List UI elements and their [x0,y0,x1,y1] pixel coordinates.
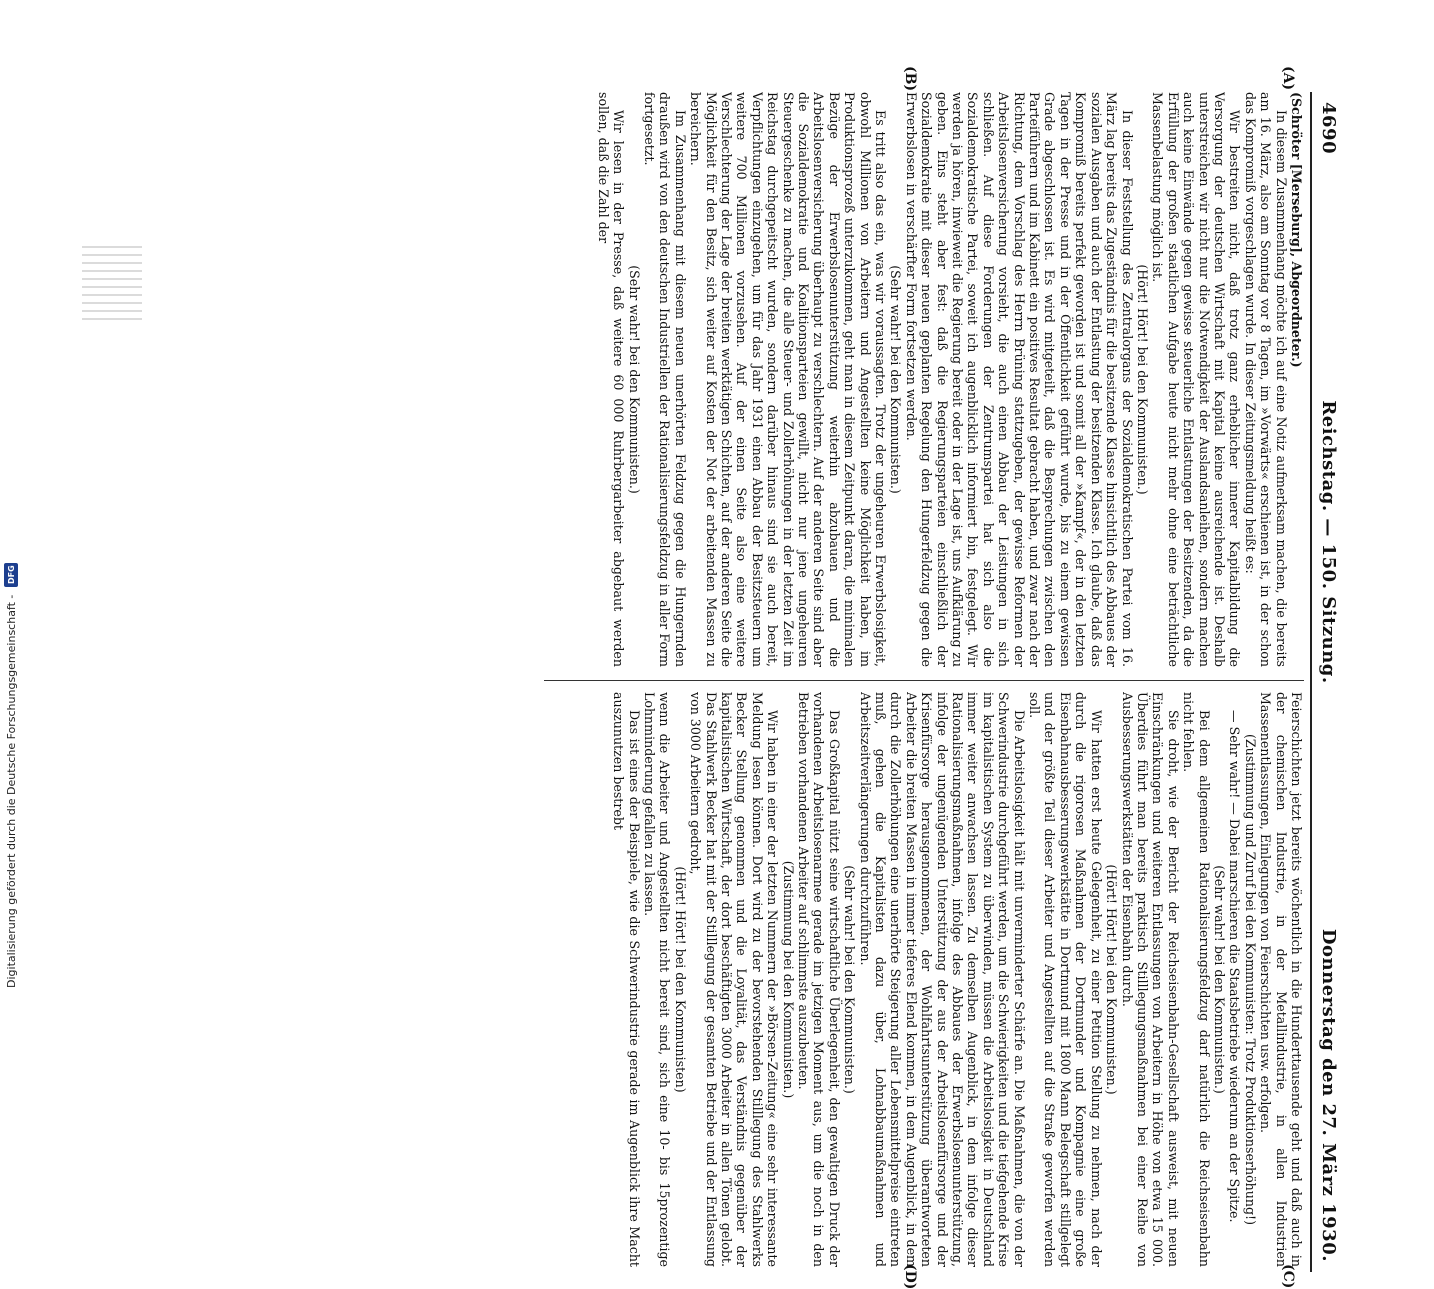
interjection: (Zustimmung und Zuruf bei den Kommunisten: Trotz Produktionserhöhung!) [1242,733,1258,1226]
margin-marker-b: (B) [902,66,918,92]
paragraph: Wir haben in einer der letzten Nummern der »Börsen-Zeitung« eine sehr interessante Meldung lesen können. Dort wird zu der bevorstehenden Stilllegung des Stahlwerks Becker Stellung genommen und die Loyalität, das Verständnis gegenüber der kapitalistischen Wirtschaft, der dort beschäftigten 3000 Arbeiter in allen Tönen gelobt. Das Stahlwerk Becker hat mit der Stilllegung der gesamten Betriebe und der Entlassung von 3000 Arbeitern gedroht, [688,692,781,1267]
interjection: (Sehr wahr! bei den Kommunisten.) [842,865,858,1094]
digitization-credit [0,0,22,1000]
speaker-line: (Schröter [Merseburg], Abgeordneter.) [1289,92,1304,368]
paragraph: Es tritt also das ein, was wir voraussagten. Trotz der ungeheuren Erwerbslosigkeit, obwohl Millionen von Arbeitern und Angestellten keine Möglichkeit haben, im Produktionsprozeß unterzukommen, geht man in diesem Zeitpunkt daran, die minimalen Bezüge der Erwerbslosenunterstützung weiterhin abzubauen und die Arbeitslosenversicherung überhaupt zu verschlechtern. Auf der anderen Seite sind aber die Sozialdemokratie und Koalitionsparteien gewillt, nicht nur jene ungeheuren Steuergeschenke zu machen, die alle Steuer- und Zollerhöhungen in der letzten Zeit im Reichstag durchgepeitscht wurden, sondern darüber hinaus sind sie auch bereit, Verpflichtungen einzugehen, um für das Jahr 1931 einen Abbau der Besitzsteuern um weitere 700 Millionen vorzusehen. Auf der einen Seite also eine weitere Verschlechterung der Lage der breiten werktätigen Schichten, auf der anderen Seite die Möglichkeit für den Besitz, sich weiter auf Kosten der Not der arbeitenden Massen zu bereichern. [688,92,889,667]
right-column [544,692,1304,1267]
interjection: (Zustimmung bei den Kommunisten.) [780,860,796,1099]
interjection: (Sehr wahr! bei den Kommunisten.) [626,265,642,494]
paragraph: Wir hatten erst heute Gelegenheit, zu einer Petition Stellung zu nehmen, nach der durch die rigorosen Maßnahmen der Dortmunder und Kompagnie eine große Eisenbahnausbesserungswerkstätte in Dortmund mit 1800 Mann Belegschaft stillgelegt und der größte Teil dieser Arbeiter und Angestellten auf die Straße geworfen werden soll. [1027,692,1104,1267]
column-divider [544,680,1304,681]
paragraph: Bei dem allgemeinen Rationalisierungsfeldzug darf natürlich die Reichseisenbahn nicht fehlen. [1181,692,1212,1267]
page-header [1316,102,1342,1262]
header-title: Reichstag. — 150. Sitzung. [1318,400,1340,684]
bleed-through-marks [82,240,142,570]
margin-marker-c: (C) [1280,1264,1296,1289]
interjection: (Hört! Hört! bei den Kommunisten) [672,866,688,1093]
interjection: (Hört! Hört! bei den Kommunisten.) [1134,264,1150,495]
header-rule [1310,92,1312,1272]
interjection: (Hört! Hört! bei den Kommunisten.) [1104,864,1120,1095]
paragraph: In diesem Zusammenhang möchte ich auf eine Notiz aufmerksam machen, die bereits am 16. März, also am Sonntag vor 8 Tagen, im »Vorwärts« erschienen ist, in der schon das Kompromiß vorgeschlagen wurde. In dieser Zeitungsmeldung heißt es: [1242,92,1289,667]
paragraph: — Sehr wahr! — Dabei marschieren die Staatsbetriebe wiederum an der Spitze. [1227,710,1243,1223]
paragraph: Wir lesen in der Presse, daß weitere 60 000 Ruhrbergarbeiter abgebaut werden sollen, daß die Zahl der [595,92,627,667]
paragraph: Feierschichten jetzt bereits wöchentlich in die Hunderttausende geht und daß auch in der chemischen Industrie, in der Metallindustrie, in allen Industrien Massenentlassungen, Einlegungen von Feierschichten usw. erfolgen. [1258,692,1304,1267]
paragraph: Im Zusammenhang mit diesem neuen unerhörten Feldzug gegen die Hungernden draußen wird von den deutschen Industriellen der Rationalisierungsfeldzug in aller Form fortgesetzt. [641,92,688,667]
dfg-logo: DFG [4,563,18,587]
paragraph: Das Großkapital nützt seine wirtschaftliche Überlegenheit, den gewaltigen Druck der vorhandenen Arbeitslosenarmee gerade im jetzigen Moment aus, um die noch in den Betrieben vorhandenen Arbeiter auf schlimmste auszubeuten. [796,692,842,1267]
credit-text: Digitalisierung gefördert durch die Deutsche Forschungsgemeinschaft - [4,594,18,988]
paragraph: Die Arbeitslosigkeit hält mit unverminderter Schärfe an. Die Maßnahmen, die von der Schwerindustrie durchgeführt werden, um die Schwierigkeiten und die tiefgehende Krise im kapitalistischen System zu überwinden, müssen die Arbeitslosigkeit in Deutschland immer weiter anwachsen lassen. Zu demselben Augenblick, in dem infolge dieser Rationalisierungsmaßnahmen, infolge des Abbaues der Erwerbslosenunterstützung, infolge der ungenügenden Unterstützung der aus der Arbeitslosenfürsorge und der Krisenfürsorge herausgenommenen, der Wohlfahrtsunterstützung überantworteten Arbeiter die breiten Massen in immer tieferes Elend kommen, in dem Augenblick, in dem durch die Zollerhöhungen eine unerhörte Steigerung aller Lebensmittelpreise eintreten muß, gehen die Kapitalisten dazu über, Lohnabbaumaßnahmen und Arbeitszeitverlängerungen durchzuführen. [857,692,1027,1267]
interjection: (Sehr wahr! bei den Kommunisten.) [888,265,904,494]
paragraph: Wir bestreiten nicht, daß trotz ganz erheblicher innerer Kapitalbildung die Versorgung der deutschen Wirtschaft mit Kapital keine ausreichende ist. Deshalb unterstreichen wir nicht nur die Notwendigkeit der Auslandsanleihen, sondern machen auch keine Einwände gegen gewisse steuerliche Entlastungen der Besitzenden, da die Erfüllung der großen staatlichen Aufgabe heute nicht mehr ohne eine beträchtliche Massenbelastung möglich ist. [1150,92,1243,667]
paragraph: In dieser Feststellung des Zentralorgans der Sozialdemokratischen Partei vom 16. März lag bereits das Zugeständnis für die besitzende Klasse hinsichtlich des Abbaues der sozialen Ausgaben und auch der Entlastung der besitzenden Klasse. Ich glaube, daß das Kompromiß bereits perfekt geworden ist und somit all der »Kampf«, der in den letzten Tagen in der Presse und in der Öffentlichkeit geführt wurde, bis zu einem gewissen Grade abgeschlossen ist. Es wird mitgeteilt, daß die Besprechungen zwischen den Parteiführern und im Kabinett ein positives Resultat gebracht haben, und zwar nach der Richtung, dem Vorschlag des Herrn Brüning stattzugeben, der gewisse Reformen der Arbeitslosenversicherung vorsieht, die auch einen Abbau der Leistungen in sich schließen. Auf diese Forderungen der Zentrumspartei hat sich also die Sozialdemokratische Partei, soweit ich augenblicklich informiert bin, festgelegt. Wir werden ja hören, inwieweit die Regierung bereit oder in der Lage ist, uns Aufklärung zu geben. Eins steht aber fest: daß die Regierungsparteien einschließlich der Sozialdemokratie mit dieser neuen geplanten Regelung den Hungerfeldzug gegen die Erwerbslosen in verschärfter Form fortsetzen werden. [903,92,1135,667]
margin-marker-a: (A) [1280,66,1296,91]
header-date: Donnerstag den 27. März 1930. [1318,928,1340,1262]
left-column [544,92,1304,667]
paragraph: wenn die Arbeiter und Angestellten nicht bereit sind, sich eine 10- bis 15prozentige Lohnminderung gefallen zu lassen. [641,692,673,1267]
interjection: (Sehr wahr! bei den Kommunisten.) [1211,865,1227,1094]
page-number: 4690 [1318,102,1340,155]
document-page [168,66,1348,1289]
paragraph: Sie droht, wie der Bericht der Reichseisenbahn-Gesellschaft ausweist, mit neuen Einschränkungen und weiteren Entlassungen von Arbeitern in Höhe von etwa 15 000. Überdies führt man bereits praktisch Stilllegungsmaßnahmen bei einer Reihe von Ausbesserungswerkstätten der Eisenbahn durch. [1119,692,1181,1267]
margin-marker-d: (D) [902,1264,918,1289]
paragraph: Das ist eines der Beispiele, wie die Schwerindustrie gerade im Augenblick ihre Macht auszunutzen bestrebt [611,692,642,1267]
